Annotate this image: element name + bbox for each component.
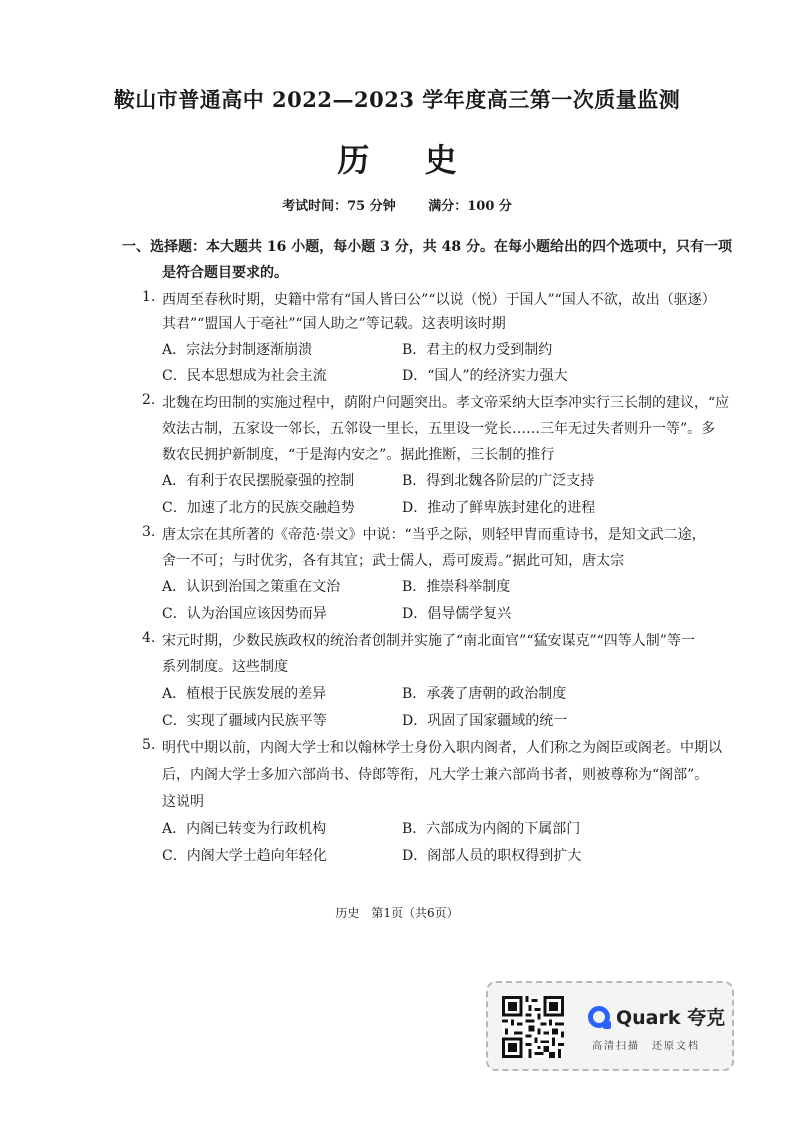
question-number: 2. xyxy=(142,392,156,408)
option-b: B．推崇科举制度 xyxy=(402,579,511,595)
option-c: C．认为治国应该因势而异 xyxy=(162,606,327,622)
quark-logo xyxy=(588,1003,725,1030)
option-b: B．得到北魏各阶层的广泛支持 xyxy=(402,473,595,489)
option-c: C．民本思想成为社会主流 xyxy=(162,368,327,384)
option-c: C．实现了疆域内民族平等 xyxy=(162,713,327,729)
option-c: C．加速了北方的民族交融趋势 xyxy=(162,500,355,516)
question-text-line: 系列制度。这些制度 xyxy=(162,659,288,675)
option-a: A．内阁已转变为行政机构 xyxy=(162,821,327,837)
option-a: A．植根于民族发展的差异 xyxy=(162,686,327,702)
section-heading-line1: 一、选择题：本大题共 16 小题，每小题 3 分，共 48 分。在每小题给出的四个选项中，只有一项 xyxy=(122,239,732,255)
exam-title: 鞍山市普通高中 2022—2023 学年度高三第一次质量监测 xyxy=(113,87,681,112)
quark-slogan: 高清扫描 还原文档 xyxy=(592,1041,700,1052)
exam-info xyxy=(0,195,794,214)
option-a: A．认识到治国之策重在文治 xyxy=(162,579,341,595)
question-text-line: 舍一不可；与时优劣，各有其宜；武士儒人，焉可废焉。”据此可知，唐太宗 xyxy=(162,553,625,569)
question-text-line: 数农民拥护新制度，“于是海内安之”。据此推断，三长制的推行 xyxy=(162,447,555,463)
section-heading-line2: 是符合题目要求的。 xyxy=(162,265,288,281)
question-text-line: 宋元时期，少数民族政权的统治者创制并实施了“南北面官”“猛安谋克”“四等人制”等一 xyxy=(162,633,695,649)
quark-logo-icon xyxy=(588,1006,610,1028)
question-number: 1. xyxy=(142,289,156,305)
question-number: 3. xyxy=(142,524,156,540)
question-text-line: 效法古制，五家设一邻长，五邻设一里长，五里设一党长……三年无过失者则升一等”。多 xyxy=(162,421,716,437)
question-text-line: 后，内阁大学士多加六部尚书、侍郎等衔，凡大学士兼六部尚书者，则被尊称为“阁部”。 xyxy=(162,767,709,783)
qr-code-icon xyxy=(502,996,564,1058)
option-d: D．推动了鲜卑族封建化的进程 xyxy=(402,500,596,516)
quark-watermark[interactable] xyxy=(486,981,734,1071)
question-text-line: 唐太宗在其所著的《帝范·崇文》中说：“当乎之际，则轻甲胄而重诗书，是知文武二途， xyxy=(162,527,706,543)
subject-title: 历 史 xyxy=(337,141,479,179)
option-a: A．有利于农民摆脱豪强的控制 xyxy=(162,473,355,489)
option-d: D．巩固了国家疆域的统一 xyxy=(402,713,568,729)
option-b: B．承袭了唐朝的政治制度 xyxy=(402,686,567,702)
question-text-line: 北魏在均田制的实施过程中，荫附户问题突出。孝文帝采纳大臣李冲实行三长制的建议，“应 xyxy=(162,395,730,411)
option-a: A．宗法分封制逐渐崩溃 xyxy=(162,342,313,358)
option-c: C．内阁大学士趋向年轻化 xyxy=(162,848,327,864)
question-text-line: 西周至春秋时期，史籍中常有“国人皆曰公”“以说（悦）于国人”“国人不欲，故出（驱逐） xyxy=(162,292,716,308)
quark-brand-name: Quark 夸克 xyxy=(616,1007,726,1029)
option-b: B．六部成为内阁的下属部门 xyxy=(402,821,581,837)
question-text-line: 明代中期以前，内阁大学士和以翰林学士身份入职内阁者，人们称之为阁臣或阁老。中期以 xyxy=(162,740,722,756)
option-d: D．阁部人员的职权得到扩大 xyxy=(402,848,582,864)
question-text-line: 其君”“盟国人于亳社”“国人助之”等记载。这表明该时期 xyxy=(162,316,506,332)
option-d: D．倡导儒学复兴 xyxy=(402,606,512,622)
question-number: 4. xyxy=(142,630,156,646)
full-score: 满分：100 分 xyxy=(428,199,512,214)
exam-time: 考试时间：75 分钟 xyxy=(282,199,396,214)
option-b: B．君主的权力受到制约 xyxy=(402,342,553,358)
option-d: D．“国人”的经济实力强大 xyxy=(402,368,568,384)
question-number: 5. xyxy=(142,737,156,753)
question-text-line: 这说明 xyxy=(162,794,204,810)
page-footer: 历史 第1页（共6页） xyxy=(335,906,459,920)
